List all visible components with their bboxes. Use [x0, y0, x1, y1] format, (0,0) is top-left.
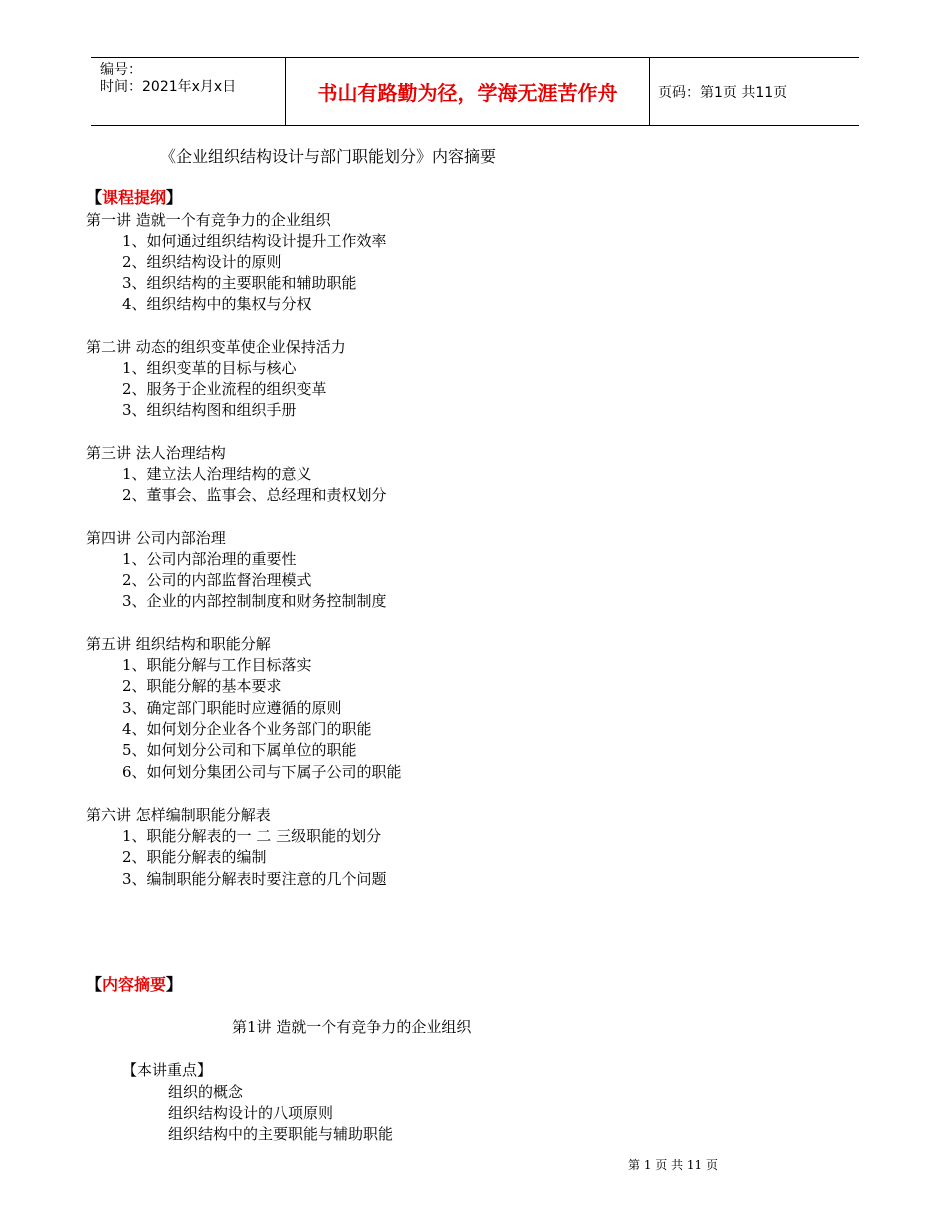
- outline-heading-text: 课程提纲: [102, 188, 167, 207]
- lecture-item: 3、组织结构图和组织手册: [122, 401, 297, 419]
- lecture-title: 第四讲 公司内部治理: [86, 529, 226, 547]
- lecture-item: 3、企业的内部控制制度和财务控制制度: [122, 592, 387, 610]
- key-point: 组织的概念: [168, 1083, 244, 1101]
- lecture-item: 1、组织变革的目标与核心: [122, 359, 297, 377]
- summary-heading-text: 内容摘要: [102, 975, 167, 994]
- header-page-info: 页码：第1页 共11页: [658, 84, 788, 101]
- lecture-item: 3、编制职能分解表时要注意的几个问题: [122, 870, 387, 888]
- lecture-item: 1、建立法人治理结构的意义: [122, 465, 312, 483]
- lecture-item: 2、公司的内部监督治理模式: [122, 571, 312, 589]
- lecture-item: 3、确定部门职能时应遵循的原则: [122, 699, 342, 717]
- key-point: 组织结构中的主要职能与辅助职能: [168, 1125, 394, 1143]
- lecture-item: 6、如何划分集团公司与下属子公司的职能: [122, 763, 402, 781]
- key-point: 组织结构设计的八项原则: [168, 1104, 334, 1122]
- lecture-title: 第六讲 怎样编制职能分解表: [86, 806, 271, 824]
- lecture-item: 2、服务于企业流程的组织变革: [122, 380, 327, 398]
- bracket-open: 【: [86, 975, 103, 994]
- lecture-title: 第二讲 动态的组织变革使企业保持活力: [86, 338, 346, 356]
- number-label: 编号：: [100, 62, 142, 78]
- summary-lecture-title: 第1讲 造就一个有竞争力的企业组织: [232, 1018, 472, 1036]
- lecture-item: 4、如何划分企业各个业务部门的职能: [122, 720, 372, 738]
- lecture-title: 第三讲 法人治理结构: [86, 444, 226, 462]
- lecture-item: 2、职能分解表的编制: [122, 848, 267, 866]
- header-meta: [91, 58, 286, 125]
- lecture-item: 5、如何划分公司和下属单位的职能: [122, 741, 357, 759]
- lecture-item: 1、职能分解与工作目标落实: [122, 656, 312, 674]
- lecture-title: 第一讲 造就一个有竞争力的企业组织: [86, 211, 331, 229]
- bracket-open: 【: [86, 188, 103, 207]
- bracket-close: 】: [166, 975, 183, 994]
- page-footer: 第 1 页 共 11 页: [628, 1158, 718, 1172]
- lecture-item: 3、组织结构的主要职能和辅助职能: [122, 274, 357, 292]
- lecture-item: 1、公司内部治理的重要性: [122, 550, 297, 568]
- time-label: 时间：2021年x月x日: [100, 79, 237, 95]
- bracket-close: 】: [166, 188, 183, 207]
- key-points-label: 【本讲重点】: [122, 1061, 213, 1079]
- page-header: [91, 57, 859, 126]
- outline-heading: [86, 188, 182, 208]
- document-title: 《企业组织结构设计与部门职能划分》内容摘要: [160, 147, 497, 166]
- header-motto: 书山有路勤为径，学海无涯苦作舟: [286, 58, 650, 125]
- lecture-item: 2、组织结构设计的原则: [122, 253, 282, 271]
- lecture-item: 2、董事会、监事会、总经理和责权划分: [122, 486, 387, 504]
- summary-heading: [86, 975, 182, 995]
- lecture-item: 4、组织结构中的集权与分权: [122, 295, 312, 313]
- lecture-title: 第五讲 组织结构和职能分解: [86, 635, 271, 653]
- lecture-item: 1、职能分解表的一 二 三级职能的划分: [122, 827, 382, 845]
- lecture-item: 2、职能分解的基本要求: [122, 677, 282, 695]
- lecture-item: 1、如何通过组织结构设计提升工作效率: [122, 232, 387, 250]
